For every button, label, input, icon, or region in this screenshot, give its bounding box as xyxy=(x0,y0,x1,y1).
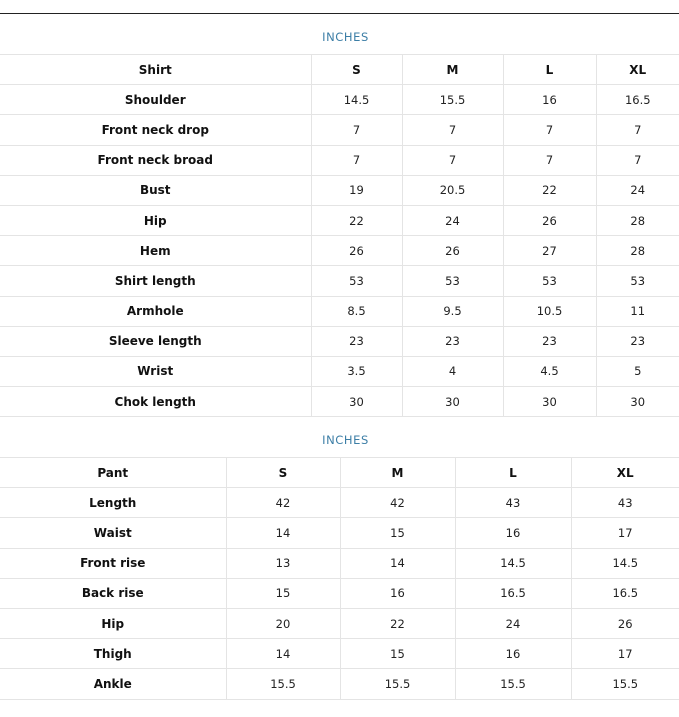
size-value-s: 14 xyxy=(226,518,340,548)
size-value-m: 24 xyxy=(402,205,503,235)
pant-size-table xyxy=(0,457,679,700)
size-value-s: 15 xyxy=(226,578,340,608)
measurement-label: Hip xyxy=(0,205,311,235)
size-value-xl: 24 xyxy=(596,175,679,205)
size-value-l: 16.5 xyxy=(455,578,571,608)
size-value-xl: 30 xyxy=(596,387,679,417)
pant-table-body xyxy=(0,458,679,700)
size-value-s: 14 xyxy=(226,639,340,669)
measurement-label: Back rise xyxy=(0,578,226,608)
size-value-m: 15.5 xyxy=(402,85,503,115)
table-row xyxy=(0,175,679,205)
size-value-s: 3.5 xyxy=(311,356,402,386)
measurement-label: Thigh xyxy=(0,639,226,669)
size-value-s: 53 xyxy=(311,266,402,296)
size-value-xl: 28 xyxy=(596,205,679,235)
header-cell-l: L xyxy=(455,458,571,488)
header-cell-m: M xyxy=(402,55,503,85)
size-value-m: 7 xyxy=(402,145,503,175)
header-cell-l: L xyxy=(503,55,596,85)
size-value-l: 26 xyxy=(503,205,596,235)
size-value-xl: 15.5 xyxy=(571,669,679,699)
table-row xyxy=(0,326,679,356)
size-value-l: 4.5 xyxy=(503,356,596,386)
table-row xyxy=(0,488,679,518)
measurement-label: Waist xyxy=(0,518,226,548)
measurement-label: Wrist xyxy=(0,356,311,386)
table-row xyxy=(0,205,679,235)
measurement-label: Sleeve length xyxy=(0,326,311,356)
measurement-label: Shirt length xyxy=(0,266,311,296)
shirt-size-table xyxy=(0,54,679,417)
size-value-l: 22 xyxy=(503,175,596,205)
size-value-l: 24 xyxy=(455,608,571,638)
measurement-label: Shoulder xyxy=(0,85,311,115)
table-header-row xyxy=(0,458,679,488)
size-value-m: 53 xyxy=(402,266,503,296)
measurement-label: Front rise xyxy=(0,548,226,578)
table-row xyxy=(0,356,679,386)
measurement-label: Bust xyxy=(0,175,311,205)
table-row xyxy=(0,669,679,699)
size-value-xl: 17 xyxy=(571,639,679,669)
size-value-xl: 5 xyxy=(596,356,679,386)
size-value-s: 23 xyxy=(311,326,402,356)
size-value-m: 14 xyxy=(340,548,455,578)
size-value-l: 7 xyxy=(503,145,596,175)
table-row xyxy=(0,85,679,115)
size-value-m: 42 xyxy=(340,488,455,518)
size-value-s: 22 xyxy=(311,205,402,235)
size-value-xl: 7 xyxy=(596,115,679,145)
size-value-s: 7 xyxy=(311,145,402,175)
table-row xyxy=(0,145,679,175)
size-value-m: 30 xyxy=(402,387,503,417)
size-value-s: 8.5 xyxy=(311,296,402,326)
size-value-m: 22 xyxy=(340,608,455,638)
size-value-m: 4 xyxy=(402,356,503,386)
size-value-m: 15 xyxy=(340,518,455,548)
pant-units-caption: INCHES xyxy=(322,433,369,447)
size-value-s: 42 xyxy=(226,488,340,518)
measurement-label: Chok length xyxy=(0,387,311,417)
size-value-xl: 7 xyxy=(596,145,679,175)
size-value-l: 16 xyxy=(455,518,571,548)
measurement-label: Front neck drop xyxy=(0,115,311,145)
size-value-s: 13 xyxy=(226,548,340,578)
size-value-l: 43 xyxy=(455,488,571,518)
measurement-label: Ankle xyxy=(0,669,226,699)
header-cell-s: S xyxy=(311,55,402,85)
size-value-m: 15 xyxy=(340,639,455,669)
size-value-s: 20 xyxy=(226,608,340,638)
size-value-m: 9.5 xyxy=(402,296,503,326)
table-row xyxy=(0,608,679,638)
size-value-l: 23 xyxy=(503,326,596,356)
measurement-label: Hip xyxy=(0,608,226,638)
size-value-xl: 16.5 xyxy=(596,85,679,115)
table-row xyxy=(0,639,679,669)
size-value-m: 16 xyxy=(340,578,455,608)
table-row xyxy=(0,548,679,578)
size-value-xl: 43 xyxy=(571,488,679,518)
size-value-xl: 11 xyxy=(596,296,679,326)
size-value-xl: 23 xyxy=(596,326,679,356)
size-value-xl: 28 xyxy=(596,236,679,266)
top-divider xyxy=(0,13,679,14)
size-value-l: 7 xyxy=(503,115,596,145)
table-row xyxy=(0,266,679,296)
table-row xyxy=(0,387,679,417)
size-value-l: 16 xyxy=(503,85,596,115)
table-row xyxy=(0,518,679,548)
size-value-s: 7 xyxy=(311,115,402,145)
size-value-l: 27 xyxy=(503,236,596,266)
header-cell-m: M xyxy=(340,458,455,488)
size-value-m: 15.5 xyxy=(340,669,455,699)
shirt-units-caption: INCHES xyxy=(322,30,369,44)
header-cell-label: Pant xyxy=(0,458,226,488)
table-row xyxy=(0,578,679,608)
size-value-xl: 14.5 xyxy=(571,548,679,578)
table-row xyxy=(0,296,679,326)
table-header-row xyxy=(0,55,679,85)
size-value-m: 26 xyxy=(402,236,503,266)
size-value-xl: 26 xyxy=(571,608,679,638)
size-value-s: 30 xyxy=(311,387,402,417)
size-value-l: 30 xyxy=(503,387,596,417)
size-value-s: 19 xyxy=(311,175,402,205)
table-row xyxy=(0,236,679,266)
size-value-l: 10.5 xyxy=(503,296,596,326)
header-cell-label: Shirt xyxy=(0,55,311,85)
shirt-table-body xyxy=(0,55,679,417)
size-value-xl: 16.5 xyxy=(571,578,679,608)
size-value-s: 14.5 xyxy=(311,85,402,115)
size-value-l: 53 xyxy=(503,266,596,296)
table-row xyxy=(0,115,679,145)
size-value-m: 7 xyxy=(402,115,503,145)
size-value-l: 14.5 xyxy=(455,548,571,578)
size-value-l: 15.5 xyxy=(455,669,571,699)
size-value-l: 16 xyxy=(455,639,571,669)
size-value-m: 23 xyxy=(402,326,503,356)
measurement-label: Armhole xyxy=(0,296,311,326)
size-value-s: 26 xyxy=(311,236,402,266)
measurement-label: Front neck broad xyxy=(0,145,311,175)
size-value-s: 15.5 xyxy=(226,669,340,699)
header-cell-xl: XL xyxy=(571,458,679,488)
header-cell-s: S xyxy=(226,458,340,488)
size-value-m: 20.5 xyxy=(402,175,503,205)
size-value-xl: 53 xyxy=(596,266,679,296)
measurement-label: Hem xyxy=(0,236,311,266)
header-cell-xl: XL xyxy=(596,55,679,85)
size-value-xl: 17 xyxy=(571,518,679,548)
measurement-label: Length xyxy=(0,488,226,518)
